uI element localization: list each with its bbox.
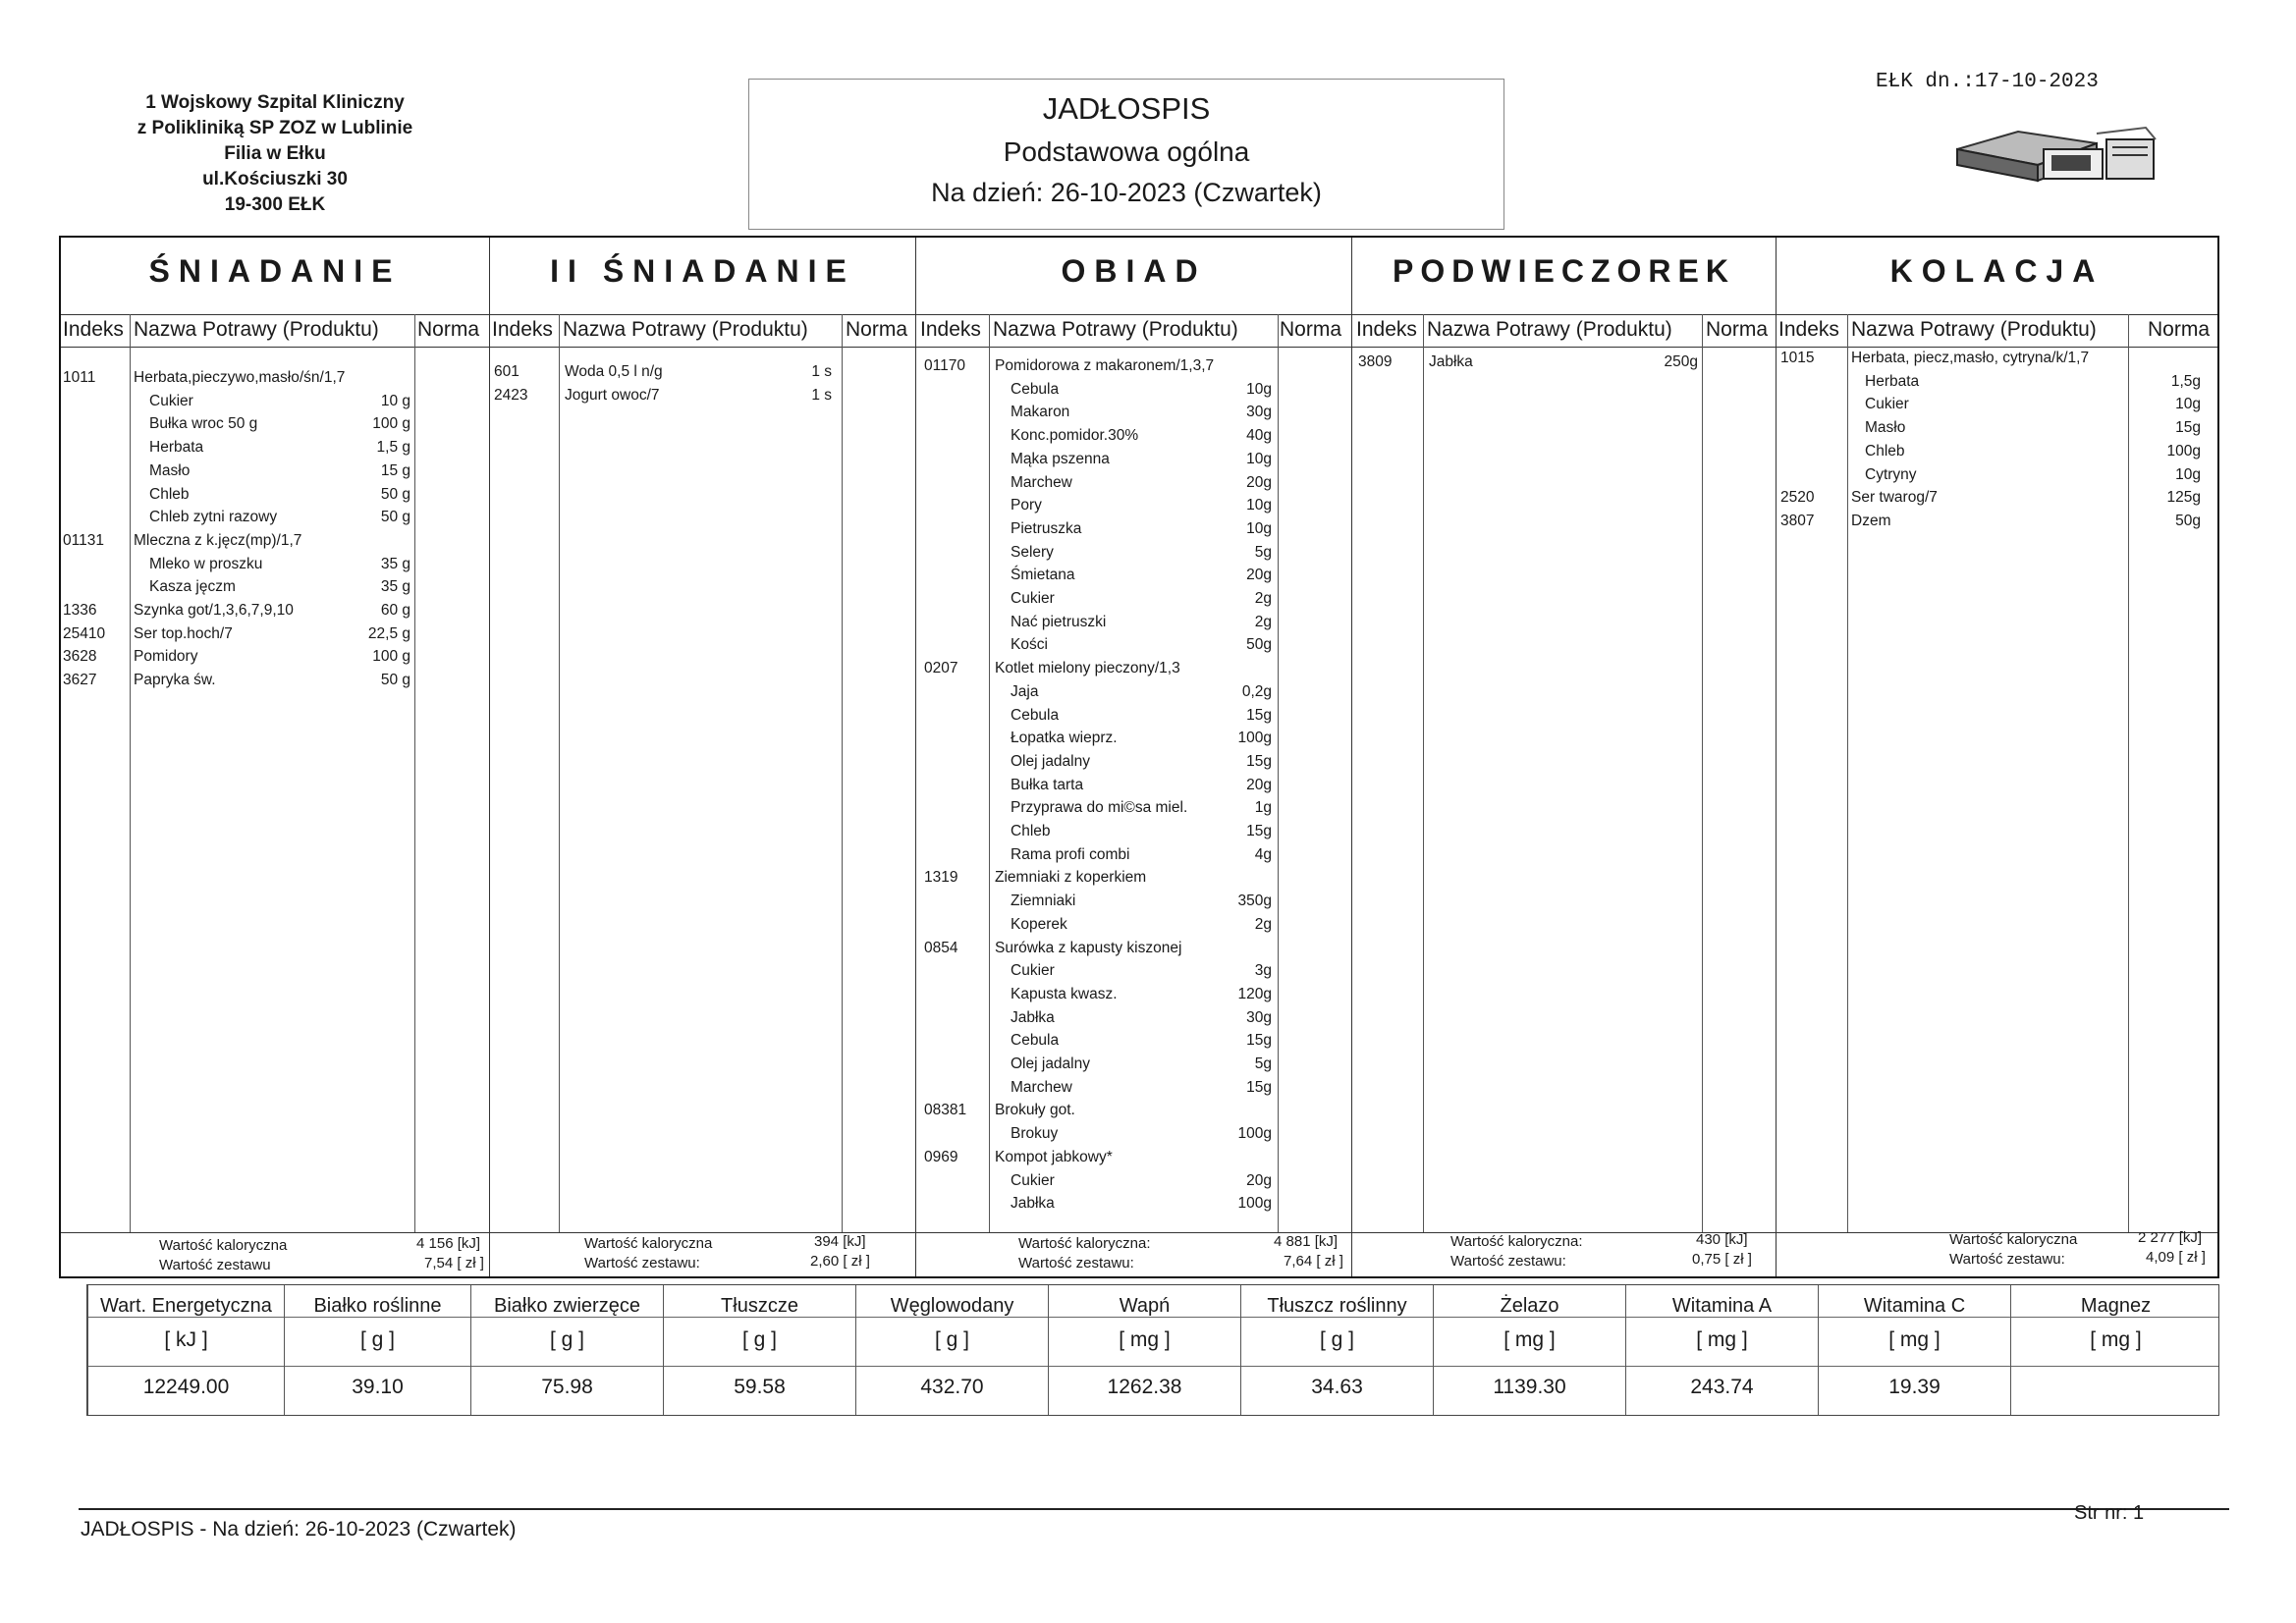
set-value: 0,75 [ zł ] [1692, 1251, 1752, 1268]
item-norm: 10g [2175, 465, 2201, 483]
nutrition-unit: [ mg ] [1888, 1328, 1941, 1351]
nutrition-cell [1625, 1285, 1818, 1415]
item-dish-name: Herbata,pieczywo,masło/śn/1,7 [134, 369, 346, 386]
item-ingredient: Mąka pszenna [1011, 450, 1110, 467]
nutrition-unit: [ g ] [741, 1328, 778, 1351]
item-norm: 2g [1254, 590, 1272, 607]
header-norm: Norma [1706, 318, 1769, 341]
item-ingredient: Selery [1011, 543, 1054, 561]
header-norm: Norma [2148, 318, 2211, 341]
item-ingredient: Chleb [149, 485, 190, 503]
item-ingredient: Cukier [149, 392, 193, 409]
nutrition-value: 1262.38 [1107, 1376, 1182, 1398]
nutrition-unit: [ mg ] [1503, 1328, 1556, 1351]
meal-title: PODWIECZOREK [1393, 253, 1735, 289]
item-index: 3809 [1358, 353, 1393, 370]
item-norm: 20g [1246, 1171, 1272, 1189]
header-norm: Norma [846, 318, 908, 341]
header-index: Indeks [1356, 318, 1417, 341]
item-norm: 120g [1237, 985, 1272, 1002]
item-norm: 15g [1246, 823, 1272, 839]
item-norm: 20g [1246, 473, 1272, 491]
item-dish-name: Kotlet mielony pieczony/1,3 [995, 660, 1180, 677]
item-dish-name: Woda 0,5 l n/g [565, 363, 663, 380]
nutrition-cell [1048, 1285, 1240, 1415]
header-dish: Nazwa Potrawy (Produktu) [134, 318, 379, 341]
item-ingredient: Chleb [1011, 823, 1051, 839]
item-norm: 50 g [380, 509, 410, 526]
nutrition-unit: [ g ] [1319, 1328, 1355, 1351]
item-norm: 1,5 g [376, 439, 410, 457]
nutrition-label: Witamina C [1863, 1295, 1966, 1317]
item-ingredient: Cytryny [1865, 465, 1917, 483]
set-value: 4,09 [ zł ] [2146, 1249, 2206, 1266]
item-ingredient: Masło [1865, 419, 1906, 437]
page-number: Str nr: 1 [2074, 1502, 2145, 1524]
item-index: 25410 [63, 624, 106, 642]
meal-afternoon-snack [1351, 238, 1776, 1276]
item-ingredient: Kasza jęczm [149, 578, 236, 596]
item-ingredient: Masło [149, 461, 191, 479]
nutrition-unit: [ g ] [549, 1328, 585, 1351]
item-index: 601 [494, 363, 519, 380]
header-index: Indeks [492, 318, 553, 341]
nutrition-label: Witamina A [1671, 1295, 1773, 1317]
item-dish-name: Pomidorowa z makaronem/1,3,7 [995, 357, 1215, 374]
nutrition-value: 1139.30 [1493, 1376, 1566, 1398]
nutrition-cell [2010, 1285, 2220, 1415]
nutrition-value: 75.98 [541, 1376, 593, 1398]
nutrition-label: Wart. Energetyczna [100, 1295, 272, 1317]
item-index: 3627 [63, 672, 97, 689]
nutrition-value: 19.39 [1888, 1376, 1941, 1398]
item-ingredient: Marchew [1011, 1078, 1072, 1096]
nutrition-label: Białko roślinne [313, 1295, 442, 1317]
meal-summary [916, 1232, 1351, 1276]
item-norm: 50 g [380, 672, 410, 689]
computer-printer-icon [1949, 126, 2165, 191]
item-norm: 30g [1246, 404, 1272, 421]
item-norm: 5g [1254, 543, 1272, 561]
item-ingredient: Pory [1011, 497, 1042, 514]
item-ingredient: Jaja [1011, 682, 1039, 700]
column-headers [1352, 314, 1776, 348]
menu-date: Na dzień: 26-10-2023 (Czwartek) [931, 178, 1322, 207]
header-dish: Nazwa Potrawy (Produktu) [1851, 318, 2097, 341]
nutrition-label: Magnez [2080, 1295, 2152, 1317]
item-ingredient: Konc.pomidor.30% [1011, 427, 1139, 445]
item-dish-name: Herbata, piecz,masło, cytryna/k/1,7 [1851, 350, 2090, 366]
nutrition-cell [855, 1285, 1048, 1415]
set-value-label: Wartość zestawu: [584, 1255, 700, 1271]
calories-label: Wartość kaloryczna [1949, 1231, 2078, 1248]
nutrition-label: Węglowodany [890, 1295, 1014, 1317]
footer-text: JADŁOSPIS - Na dzień: 26-10-2023 (Czwartek) [81, 1518, 517, 1541]
item-dish-name: Ser twarog/7 [1851, 489, 1938, 507]
item-ingredient: Cebula [1011, 380, 1060, 398]
print-date: EŁK dn.:17-10-2023 [1876, 71, 2099, 93]
item-norm: 10 g [380, 392, 410, 409]
item-dish-name: Jogurt owoc/7 [565, 386, 660, 404]
item-ingredient: Przyprawa do mi©sa miel. [1011, 799, 1188, 817]
item-norm: 100g [1237, 730, 1272, 747]
meal-title: ŚNIADANIE [148, 253, 402, 289]
item-norm: 100 g [372, 648, 410, 666]
item-norm: 50g [2175, 512, 2201, 529]
header-dish: Nazwa Potrawy (Produktu) [1427, 318, 1672, 341]
item-ingredient: Bułka wroc 50 g [149, 415, 258, 433]
item-norm: 22,5 g [367, 624, 410, 642]
header-dish: Nazwa Potrawy (Produktu) [993, 318, 1238, 341]
item-norm: 1 s [811, 363, 832, 380]
hospital-line-3: Filia w Ełku [224, 143, 326, 164]
nutrition-unit: [ g ] [934, 1328, 970, 1351]
menu-table [59, 236, 2219, 1278]
item-dish-name: Papryka św. [134, 672, 216, 689]
item-norm: 35 g [380, 578, 410, 596]
item-norm: 50g [1246, 636, 1272, 654]
item-ingredient: Olej jadalny [1011, 1055, 1090, 1072]
item-norm: 3g [1254, 962, 1272, 980]
item-norm: 250g [1664, 353, 1698, 370]
title-box [748, 79, 1504, 230]
item-ingredient: Śmietana [1011, 567, 1075, 584]
nutrition-value: 34.63 [1311, 1376, 1363, 1398]
nutrition-cell [284, 1285, 470, 1415]
nutrition-cell [87, 1285, 284, 1415]
item-norm: 20g [1246, 776, 1272, 793]
calories-value: 394 [kJ] [814, 1233, 866, 1250]
nutrition-label: Tłuszcz roślinny [1267, 1295, 1407, 1317]
header-index: Indeks [63, 318, 124, 341]
item-dish-name: Ziemniaki z koperkiem [995, 869, 1147, 887]
column-headers [490, 314, 915, 348]
meal-summary [1777, 1229, 2217, 1276]
calories-value: 4 881 [kJ] [1274, 1233, 1339, 1250]
calories-value: 430 [kJ] [1696, 1231, 1748, 1248]
item-norm: 0,2g [1241, 682, 1272, 700]
item-norm: 50 g [380, 485, 410, 503]
item-norm: 1,5g [2170, 372, 2201, 390]
calories-label: Wartość kaloryczna: [1450, 1233, 1583, 1250]
item-norm: 15g [1246, 1032, 1272, 1050]
item-index: 2423 [494, 386, 528, 404]
meal-second-breakfast [489, 238, 915, 1276]
item-norm: 100g [1237, 1125, 1272, 1143]
nutrition-cell [663, 1285, 855, 1415]
item-ingredient: Łopatka wieprz. [1011, 730, 1118, 747]
item-index: 08381 [924, 1102, 967, 1119]
header-dish: Nazwa Potrawy (Produktu) [563, 318, 808, 341]
diet-name: Podstawowa ogólna [1003, 136, 1250, 167]
item-norm: 2g [1254, 915, 1272, 933]
meal-title: II ŚNIADANIE [550, 253, 855, 289]
nutrition-value: 59.58 [734, 1376, 786, 1398]
item-ingredient: Cukier [1011, 590, 1055, 607]
item-index: 2520 [1780, 489, 1815, 507]
column-headers [1777, 314, 2217, 348]
meal-summary [490, 1232, 915, 1276]
nutrition-unit: [ g ] [359, 1328, 396, 1351]
item-norm: 1g [1254, 799, 1272, 817]
meal-title: OBIAD [1061, 253, 1207, 289]
meal-title: KOLACJA [1889, 253, 2105, 289]
item-index: 1319 [924, 869, 958, 887]
nutrition-value: 432.70 [920, 1376, 984, 1398]
item-index: 3807 [1780, 512, 1815, 529]
item-dish-name: Pomidory [134, 648, 198, 666]
item-norm: 15g [1246, 706, 1272, 724]
item-index: 1015 [1780, 350, 1815, 366]
item-norm: 15 g [380, 461, 410, 479]
column-headers [916, 314, 1351, 348]
item-norm: 100 g [372, 415, 410, 433]
item-ingredient: Brokuy [1011, 1125, 1059, 1143]
nutrition-unit: [ mg ] [2090, 1328, 2142, 1351]
item-ingredient: Ziemniaki [1011, 893, 1076, 910]
meal-lunch [915, 238, 1351, 1276]
set-value-label: Wartość zestawu: [1450, 1253, 1566, 1270]
nutrition-cell [1240, 1285, 1433, 1415]
item-norm: 10g [1246, 497, 1272, 514]
item-norm: 35 g [380, 555, 410, 572]
header-norm: Norma [1280, 318, 1342, 341]
item-ingredient: Kości [1011, 636, 1048, 654]
item-ingredient: Kapusta kwasz. [1011, 985, 1118, 1002]
nutrition-value: 12249.00 [142, 1376, 230, 1398]
item-norm: 60 g [380, 602, 410, 619]
set-value-label: Wartość zestawu: [1018, 1255, 1134, 1271]
item-ingredient: Chleb [1865, 442, 1905, 460]
nutrition-unit: [ kJ ] [164, 1328, 208, 1351]
item-ingredient: Cebula [1011, 706, 1060, 724]
item-index: 0854 [924, 939, 958, 956]
item-index: 0969 [924, 1148, 958, 1165]
hospital-address [108, 90, 442, 218]
nutrition-unit: [ mg ] [1119, 1328, 1171, 1351]
set-value-label: Wartość zestawu [159, 1257, 271, 1273]
item-index: 1011 [63, 369, 96, 386]
calories-label: Wartość kaloryczna [159, 1237, 288, 1254]
meal-summary [1352, 1232, 1776, 1276]
item-ingredient: Marchew [1011, 473, 1072, 491]
hospital-line-5: 19-300 EŁK [224, 194, 326, 215]
nutrition-cell [470, 1285, 663, 1415]
meal-summary: Wartość kaloryczna 4 156 [kJ] Wartość zestawu 7,54 [ zł ] [61, 1232, 489, 1276]
meal-breakfast [61, 238, 489, 1276]
item-ingredient: Jabłka [1011, 1008, 1055, 1026]
header-norm: Norma [417, 318, 480, 341]
set-value: 7,54 [ zł ] [424, 1255, 484, 1271]
item-dish-name: Surówka z kapusty kiszonej [995, 939, 1182, 956]
item-norm: 15g [2175, 419, 2201, 437]
item-index: 0207 [924, 660, 958, 677]
item-dish-name: Brokuły got. [995, 1102, 1075, 1119]
item-norm: 15g [1246, 752, 1272, 770]
meal-dinner [1776, 238, 2217, 1276]
item-ingredient: Jabłka [1011, 1195, 1055, 1213]
item-ingredient: Cukier [1011, 962, 1055, 980]
item-norm: 125g [2166, 489, 2201, 507]
item-dish-name: Ser top.hoch/7 [134, 624, 233, 642]
nutrition-value: 39.10 [352, 1376, 404, 1398]
item-ingredient: Herbata [1865, 372, 1920, 390]
item-norm: 5g [1254, 1055, 1272, 1072]
item-dish-name: Kompot jabkowy* [995, 1148, 1113, 1165]
calories-value: 2 277 [kJ] [2138, 1229, 2203, 1246]
nutrition-cell [1818, 1285, 2010, 1415]
header-index: Indeks [1778, 318, 1839, 341]
item-norm: 40g [1246, 427, 1272, 445]
item-norm: 10g [1246, 450, 1272, 467]
header-index: Indeks [920, 318, 981, 341]
item-norm: 4g [1254, 845, 1272, 863]
nutrition-label: Białko zwierzęce [494, 1295, 640, 1317]
item-ingredient: Bułka tarta [1011, 776, 1084, 793]
nutrition-label: Żelazo [1500, 1295, 1559, 1317]
item-ingredient: Herbata [149, 439, 204, 457]
footer-rule [79, 1508, 2229, 1510]
set-value-label: Wartość zestawu: [1949, 1251, 2065, 1268]
item-dish-name: Mleczna z k.jęcz(mp)/1,7 [134, 531, 302, 549]
hospital-line-4: ul.Kościuszki 30 [202, 169, 348, 189]
calories-label: Wartość kaloryczna: [1018, 1235, 1151, 1252]
item-norm: 10g [1246, 519, 1272, 537]
item-ingredient: Pietruszka [1011, 519, 1082, 537]
item-norm: 1 s [811, 386, 832, 404]
item-dish-name: Dzem [1851, 512, 1891, 529]
item-ingredient: Cebula [1011, 1032, 1060, 1050]
nutrition-unit: [ mg ] [1696, 1328, 1748, 1351]
item-norm: 15g [1246, 1078, 1272, 1096]
item-dish-name: Szynka got/1,3,6,7,9,10 [134, 602, 294, 619]
item-norm: 2g [1254, 613, 1272, 630]
item-ingredient: Cukier [1865, 396, 1909, 413]
column-headers [61, 314, 489, 348]
calories-label: Wartość kaloryczna [584, 1235, 713, 1252]
set-value: 7,64 [ zł ] [1284, 1253, 1343, 1270]
item-ingredient: Rama profi combi [1011, 845, 1130, 863]
item-ingredient: Nać pietruszki [1011, 613, 1107, 630]
item-ingredient: Mleko w proszku [149, 555, 263, 572]
set-value: 2,60 [ zł ] [810, 1253, 870, 1270]
item-norm: 20g [1246, 567, 1272, 584]
nutrition-cell [1433, 1285, 1625, 1415]
hospital-line-1: 1 Wojskowy Szpital Kliniczny [145, 92, 405, 113]
item-norm: 100g [2166, 442, 2201, 460]
item-index: 3628 [63, 648, 97, 666]
item-dish-name: Jabłka [1429, 353, 1473, 370]
item-norm: 30g [1246, 1008, 1272, 1026]
item-ingredient: Koperek [1011, 915, 1067, 933]
item-ingredient: Cukier [1011, 1171, 1055, 1189]
document-title: JADŁOSPIS [1042, 91, 1211, 126]
item-index: 01131 [63, 531, 104, 549]
item-index: 1336 [63, 602, 97, 619]
hospital-line-2: z Polikliniką SP ZOZ w Lublinie [137, 118, 413, 138]
item-ingredient: Makaron [1011, 404, 1070, 421]
item-norm: 350g [1237, 893, 1272, 910]
item-norm: 10g [2175, 396, 2201, 413]
nutrition-value: 243.74 [1690, 1376, 1754, 1398]
item-ingredient: Olej jadalny [1011, 752, 1090, 770]
item-norm: 10g [1246, 380, 1272, 398]
item-ingredient: Chleb zytni razowy [149, 509, 278, 526]
item-norm: 100g [1237, 1195, 1272, 1213]
nutrition-summary-table [86, 1284, 2219, 1416]
item-index: 01170 [924, 357, 965, 374]
nutrition-label: Tłuszcze [721, 1295, 798, 1317]
nutrition-label: Wapń [1119, 1295, 1171, 1317]
